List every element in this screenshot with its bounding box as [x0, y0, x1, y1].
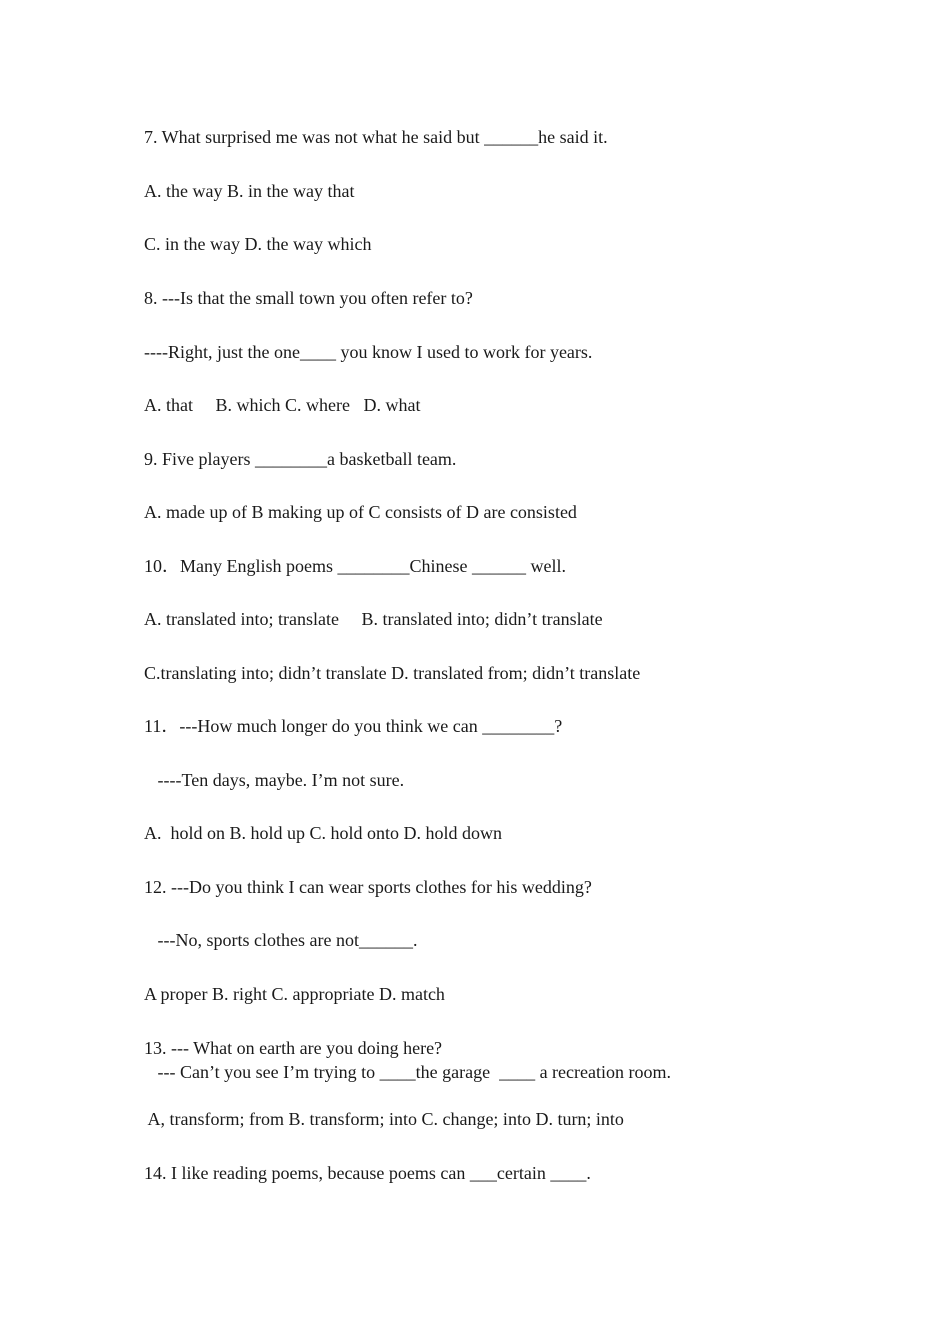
question-7-options-line-1: A. the way B. in the way that: [144, 181, 355, 201]
question-13-dialogue: --- Can’t you see I’m trying to ____the garage ____ a recreation room.: [144, 1062, 672, 1082]
question-7-options-line-2: C. in the way D. the way which: [144, 234, 372, 254]
question-11-stem: 11．---How much longer do you think we can ________?: [144, 716, 563, 736]
question-10-options-line-2: C.translating into; didn’t translate D. translated from; didn’t translate: [144, 663, 641, 683]
question-10-stem: 10．Many English poems ________Chinese ______ well.: [144, 556, 566, 576]
question-8-stem: 8. ---Is that the small town you often refer to?: [144, 288, 473, 308]
question-12-options: A proper B. right C. appropriate D. match: [144, 984, 445, 1004]
question-11-options: A. hold on B. hold up C. hold onto D. hold down: [144, 823, 503, 843]
question-9-stem: 9. Five players ________a basketball team.: [144, 449, 457, 469]
question-13-options: A, transform; from B. transform; into C. change; into D. turn; into: [144, 1109, 624, 1129]
question-7-stem: 7. What surprised me was not what he said but ______he said it.: [144, 127, 608, 147]
question-8-dialogue: ----Right, just the one____ you know I used to work for years.: [144, 342, 593, 362]
question-14-stem: 14. I like reading poems, because poems can ___certain ____.: [144, 1163, 591, 1183]
question-13-stem: 13. --- What on earth are you doing here?: [144, 1038, 443, 1058]
question-12-stem: 12. ---Do you think I can wear sports clothes for his wedding?: [144, 877, 592, 897]
question-12-dialogue: ---No, sports clothes are not______.: [144, 930, 418, 950]
question-10-options-line-1: A. translated into; translate B. translated into; didn’t translate: [144, 609, 603, 629]
question-9-options: A. made up of B making up of C consists of D are consisted: [144, 502, 577, 522]
question-11-dialogue: ----Ten days, maybe. I’m not sure.: [144, 770, 405, 790]
question-8-options: A. that B. which C. where D. what: [144, 395, 421, 415]
